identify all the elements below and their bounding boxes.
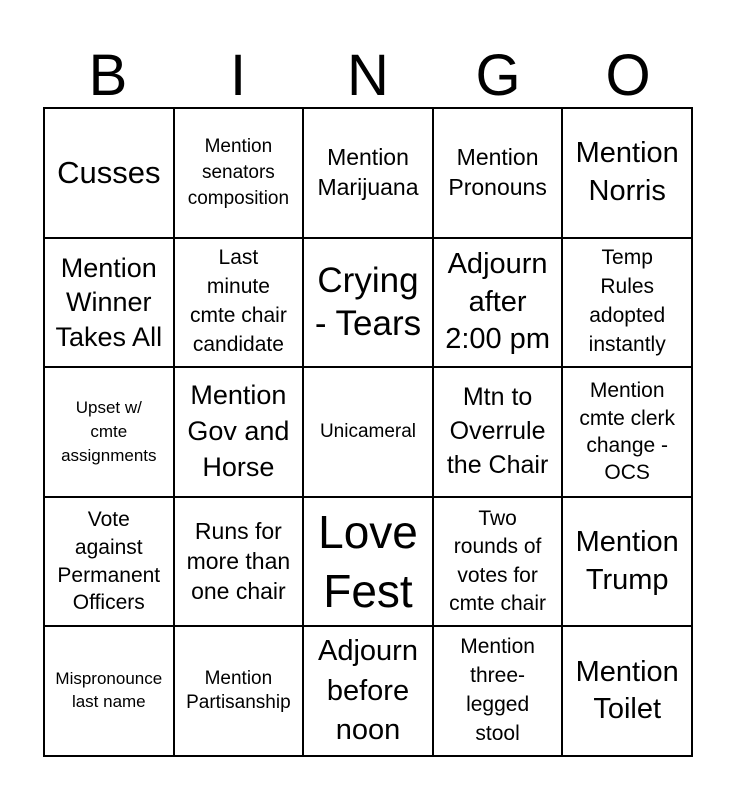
bingo-cell[interactable] <box>562 626 692 756</box>
header-letter-b: B <box>88 43 128 108</box>
bingo-header <box>43 44 693 108</box>
bingo-cell[interactable] <box>433 497 563 627</box>
bingo-cell[interactable] <box>562 108 692 238</box>
bingo-cell-text: Mtn to Overrule the Chair <box>446 383 549 479</box>
bingo-cell[interactable] <box>44 367 174 497</box>
bingo-cell-text: Crying - Tears <box>314 260 422 344</box>
bingo-cell[interactable] <box>174 108 304 238</box>
bingo-cell-text: Last minute cmte chair candidate <box>189 246 287 357</box>
bingo-cell-text: Mention Winner Takes All <box>55 252 163 352</box>
bingo-cell[interactable] <box>174 497 304 627</box>
header-letter-o: O <box>605 43 651 108</box>
bingo-cell-text: Mention senators composition <box>187 136 290 209</box>
bingo-cell[interactable] <box>562 367 692 497</box>
bingo-cell-text: Mention Gov and Horse <box>187 380 290 482</box>
bingo-cell-text: Vote against Permanent Officers <box>57 508 161 615</box>
bingo-cell-text: Mention Trump <box>575 525 679 596</box>
bingo-cell[interactable] <box>303 626 433 756</box>
bingo-cell-text: Mention Toilet <box>575 655 679 726</box>
bingo-cell[interactable] <box>303 238 433 368</box>
bingo-cell[interactable] <box>174 238 304 368</box>
bingo-cell-text: Unicameral <box>319 420 417 442</box>
bingo-cell-text: Mention three- legged stool <box>460 635 535 746</box>
bingo-cell[interactable] <box>303 108 433 238</box>
bingo-cell-text: Mention cmte clerk change - OCS <box>579 379 676 485</box>
bingo-cell-text: Adjourn after 2:00 pm <box>445 247 550 356</box>
bingo-cell-text: Adjourn before noon <box>318 635 418 746</box>
header-letter-n: N <box>347 43 389 108</box>
header-letter-i: I <box>229 43 247 108</box>
bingo-cell[interactable] <box>303 497 433 627</box>
bingo-cell[interactable] <box>433 108 563 238</box>
header-letter-g: G <box>475 43 521 108</box>
bingo-cell[interactable] <box>433 367 563 497</box>
bingo-cell-text: Temp Rules adopted instantly <box>588 246 666 357</box>
bingo-cell[interactable] <box>433 626 563 756</box>
bingo-cell[interactable] <box>44 108 174 238</box>
bingo-cell[interactable] <box>562 497 692 627</box>
bingo-cell[interactable] <box>44 238 174 368</box>
bingo-cell-text: Mention Partisanship <box>186 668 291 714</box>
bingo-cell[interactable] <box>303 367 433 497</box>
bingo-board <box>43 107 693 757</box>
bingo-cell-text: Runs for more than one chair <box>186 517 291 604</box>
bingo-cell[interactable] <box>433 238 563 368</box>
bingo-cell-text: Two rounds of votes for cmte chair <box>449 506 547 616</box>
bingo-cell[interactable] <box>174 367 304 497</box>
bingo-cell-text: Mispronounce last name <box>55 669 163 712</box>
bingo-cell[interactable] <box>44 626 174 756</box>
bingo-cell-text: Mention Pronouns <box>448 143 547 200</box>
bingo-cell[interactable] <box>44 497 174 627</box>
bingo-cell[interactable] <box>174 626 304 756</box>
bingo-cell-text: Cusses <box>57 154 161 190</box>
bingo-cell-text: Mention Marijuana <box>317 143 419 200</box>
bingo-cell-text: Upset w/ cmte assignments <box>61 398 157 465</box>
bingo-cell[interactable] <box>562 238 692 368</box>
bingo-cell-text: Love Fest <box>318 506 418 617</box>
bingo-cell-text: Mention Norris <box>575 137 679 207</box>
